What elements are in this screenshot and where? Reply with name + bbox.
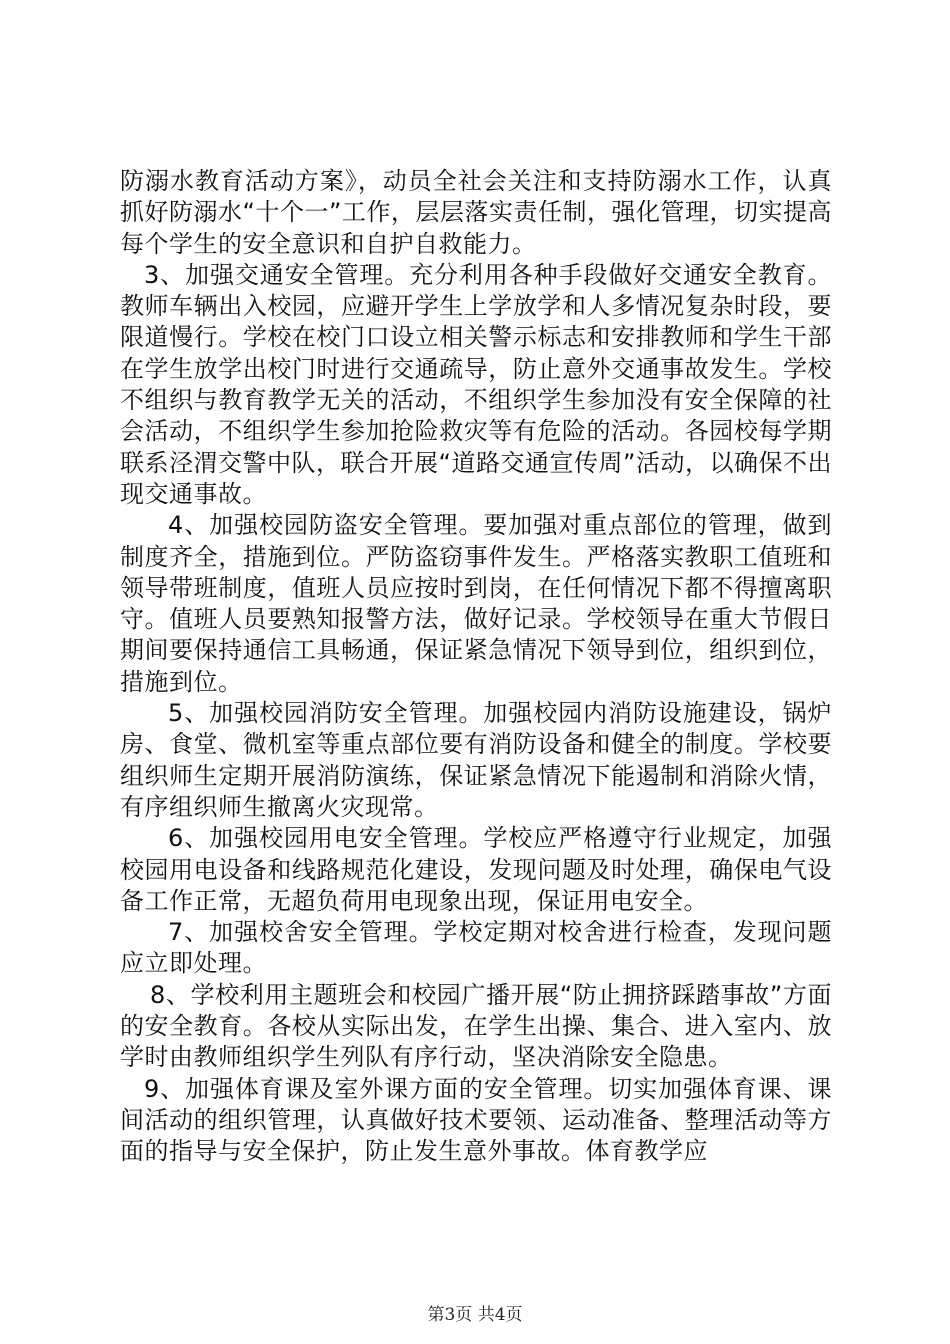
document-body bbox=[120, 166, 832, 1168]
paragraph-electrical-safety: 6、加强校园用电安全管理。学校应严格遵守行业规定，加强校园用电设备和线路规范化建设，发现问题及时处理，确保电气设备工作正常，无超负荷用电现象出现，保证用电安全。 bbox=[120, 824, 832, 915]
paragraph-stampede-prevention: 8、学校利用主题班会和校园广播开展“防止拥挤踩踏事故”方面的安全教育。各校从实际出发，在学生出操、集合、进入室内、放学时由教师组织学生列队有序行动，坚决消除安全隐患。 bbox=[120, 980, 832, 1072]
page-number-footer: 第3页 共4页 bbox=[427, 1305, 523, 1325]
paragraph-building-safety: 7、加强校舍安全管理。学校定期对校舍进行检查，发现问题应立即处理。 bbox=[120, 918, 832, 978]
paragraph-traffic-safety: 3、加强交通安全管理。充分利用各种手段做好交通安全教育。教师车辆出入校园，应避开学生上学放学和人多情况复杂时段，要限道慢行。学校在校门口设立相关警示标志和安排教师和学生干部在学生放学出校门时进行交通疏导，防止意外交通事故发生。学校不组织与教育教学无关的活动，不组织学生参加没有安全保障的社会活动，不组织学生参加抢险救灾等有危险的活动。各园校每学期联系泾渭交警中队，联合开展“道路交通宣传周”活动，以确保不出现交通事故。 bbox=[120, 260, 832, 508]
paragraph-intro: 防溺水教育活动方案》，动员全社会关注和支持防溺水工作，认真抓好防溺水“十个一”工作，层层落实责任制，强化管理，切实提高每个学生的安全意识和自护自救能力。 bbox=[120, 167, 832, 258]
paragraph-pe-safety: 9、加强体育课及室外课方面的安全管理。切实加强体育课、课间活动的组织管理，认真做好技术要领、运动准备、整理活动等方面的指导与安全保护，防止发生意外事故。体育教学应 bbox=[120, 1074, 832, 1166]
paragraph-fire-safety: 5、加强校园消防安全管理。加强校园内消防设施建设，锅炉房、食堂、微机室等重点部位要有消防设备和健全的制度。学校要组织师生定期开展消防演练，保证紧急情况下能遏制和消除火情，有序组织师生撤离火灾现常。 bbox=[120, 699, 832, 821]
paragraph-anti-theft: 4、加强校园防盗安全管理。要加强对重点部位的管理，做到制度齐全，措施到位。严防盗窃事件发生。严格落实教职工值班和领导带班制度，值班人员应按时到岗，在任何情况下都不得擅离职守。值班人员要熟知报警方法，做好记录。学校领导在重大节假日期间要保持通信工具畅通，保证紧急情况下领导到位，组织到位，措施到位。 bbox=[120, 511, 832, 696]
